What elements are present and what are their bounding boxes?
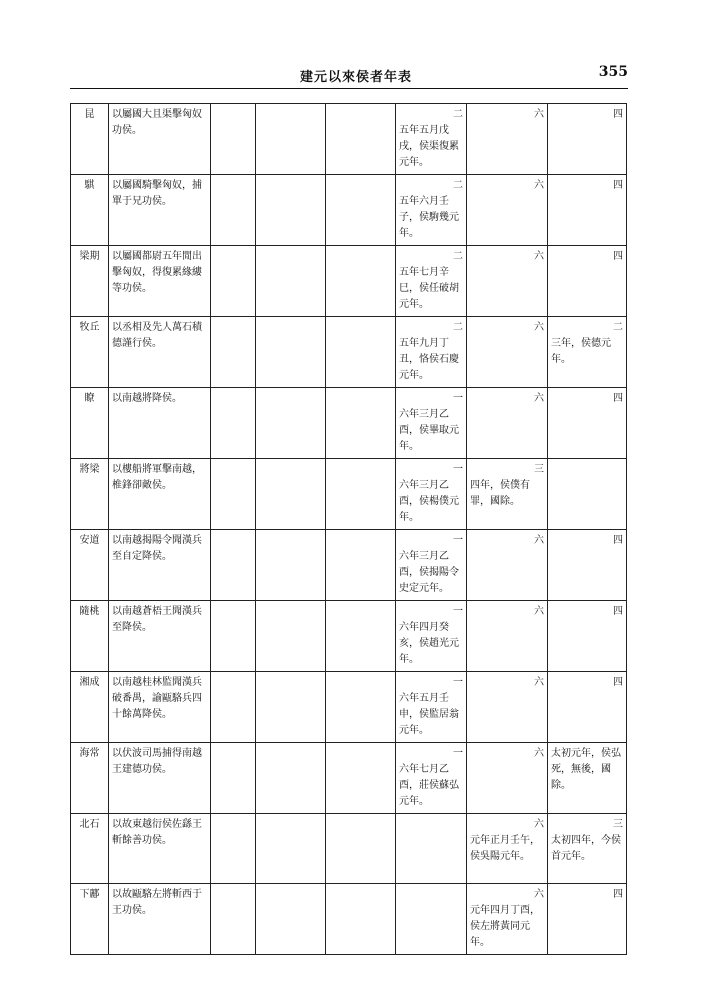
empty-cell	[211, 743, 256, 814]
year-count: 二	[453, 251, 463, 262]
table-row	[71, 672, 627, 743]
table-row	[71, 317, 627, 388]
year-count: 六	[534, 251, 544, 262]
table-row	[71, 175, 627, 246]
page-number: 355	[598, 64, 628, 80]
page-header	[70, 66, 628, 90]
empty-cell	[326, 317, 396, 388]
yuanding-cell	[396, 104, 467, 175]
cell-text: 太初四年，今侯首元年。	[551, 835, 621, 862]
marquisate-name: 下酈	[71, 884, 109, 955]
year-count: 二	[453, 180, 463, 191]
yuanding-cell	[396, 388, 467, 459]
year-count: 四	[613, 109, 623, 120]
empty-cell	[256, 884, 326, 955]
taichu-cell	[548, 388, 627, 459]
empty-cell	[326, 246, 396, 317]
empty-cell	[256, 246, 326, 317]
year-count: 一	[453, 464, 463, 475]
empty-cell	[256, 743, 326, 814]
year-count: 六	[534, 819, 544, 830]
empty-cell	[211, 884, 256, 955]
enfeoffment-reason: 以南越蒼梧王聞漢兵至降侯。	[109, 601, 211, 672]
yuanfeng-cell	[467, 459, 548, 530]
table-row	[71, 388, 627, 459]
cell-text: 六年四月癸亥，侯趙光元年。	[399, 622, 459, 665]
empty-cell	[326, 175, 396, 246]
enfeoffment-reason: 以故甌駱左將斬西于王功侯。	[109, 884, 211, 955]
year-count: 六	[534, 748, 544, 759]
cell-text: 六年三月乙酉，侯畢取元年。	[399, 409, 459, 452]
enfeoffment-reason: 以丞相及先人萬石積德謹行侯。	[109, 317, 211, 388]
table-row	[71, 601, 627, 672]
empty-cell	[211, 175, 256, 246]
yuanfeng-cell	[467, 672, 548, 743]
yuanfeng-cell	[467, 388, 548, 459]
empty-cell	[326, 459, 396, 530]
cell-text: 六年三月乙酉，侯揭陽令史定元年。	[399, 551, 459, 594]
empty-cell	[326, 601, 396, 672]
taichu-cell	[548, 743, 627, 814]
year-count: 一	[453, 606, 463, 617]
year-count: 四	[613, 393, 623, 404]
empty-cell	[256, 104, 326, 175]
table-row	[71, 814, 627, 884]
yuanding-cell	[396, 459, 467, 530]
year-count: 一	[453, 677, 463, 688]
taichu-cell	[548, 104, 627, 175]
year-count: 一	[453, 748, 463, 759]
empty-cell	[256, 601, 326, 672]
year-count: 六	[534, 322, 544, 333]
empty-cell	[256, 530, 326, 601]
cell-text: 五年九月丁丑，恪侯石慶元年。	[399, 338, 459, 381]
enfeoffment-reason: 以伏波司馬捕得南越王建德功侯。	[109, 743, 211, 814]
empty-cell	[211, 459, 256, 530]
yuanfeng-cell	[467, 884, 548, 955]
empty-cell	[256, 175, 326, 246]
yuanding-cell	[396, 672, 467, 743]
marquis-table	[70, 103, 627, 955]
cell-text: 四年，侯僕有罪，國除。	[470, 480, 530, 507]
marquisate-name: 北石	[71, 814, 109, 884]
marquisate-name: 騏	[71, 175, 109, 246]
year-count: 四	[613, 677, 623, 688]
marquisate-name: 隨桃	[71, 601, 109, 672]
year-count: 二	[453, 322, 463, 333]
empty-cell	[256, 459, 326, 530]
yuanding-cell	[396, 743, 467, 814]
table-row	[71, 530, 627, 601]
marquisate-name: 將梁	[71, 459, 109, 530]
taichu-cell	[548, 884, 627, 955]
taichu-cell	[548, 459, 627, 530]
year-count: 六	[534, 606, 544, 617]
cell-text: 六年三月乙酉，侯楊僕元年。	[399, 480, 459, 523]
table-row	[71, 104, 627, 175]
marquisate-name: 湘成	[71, 672, 109, 743]
cell-text: 六年五月壬申，侯監居翁元年。	[399, 693, 459, 736]
table-row	[71, 743, 627, 814]
cell-text: 元年四月丁酉，侯左將黃同元年。	[470, 905, 540, 948]
enfeoffment-reason: 以故東越衍侯佐繇王斬餘善功侯。	[109, 814, 211, 884]
empty-cell	[326, 530, 396, 601]
yuanfeng-cell	[467, 175, 548, 246]
marquisate-name: 海常	[71, 743, 109, 814]
yuanfeng-cell	[467, 530, 548, 601]
taichu-cell	[548, 672, 627, 743]
year-count: 一	[453, 535, 463, 546]
year-count: 二	[613, 322, 623, 333]
empty-cell	[326, 743, 396, 814]
empty-cell	[326, 104, 396, 175]
year-count: 二	[453, 109, 463, 120]
year-count: 四	[613, 606, 623, 617]
yuanding-cell	[396, 884, 467, 955]
year-count: 三	[534, 464, 544, 475]
empty-cell	[256, 814, 326, 884]
year-count: 四	[613, 180, 623, 191]
running-title: 建元以來侯者年表	[300, 70, 413, 85]
taichu-cell	[548, 246, 627, 317]
year-count: 六	[534, 393, 544, 404]
empty-cell	[326, 884, 396, 955]
empty-cell	[326, 672, 396, 743]
yuanfeng-cell	[467, 601, 548, 672]
yuanding-cell	[396, 175, 467, 246]
yuanding-cell	[396, 814, 467, 884]
taichu-cell	[548, 317, 627, 388]
cell-text: 五年五月戊戌，侯渠復累元年。	[399, 125, 459, 168]
yuanfeng-cell	[467, 814, 548, 884]
taichu-cell	[548, 601, 627, 672]
yuanding-cell	[396, 601, 467, 672]
marquisate-name: 昆	[71, 104, 109, 175]
empty-cell	[211, 530, 256, 601]
cell-text: 元年正月壬午，侯吳陽元年。	[470, 835, 540, 862]
empty-cell	[211, 601, 256, 672]
taichu-cell	[548, 175, 627, 246]
empty-cell	[256, 388, 326, 459]
table-row	[71, 459, 627, 530]
marquisate-name: 牧丘	[71, 317, 109, 388]
empty-cell	[211, 104, 256, 175]
yuanding-cell	[396, 530, 467, 601]
yuanfeng-cell	[467, 246, 548, 317]
cell-text: 五年六月壬子，侯駒幾元年。	[399, 196, 459, 239]
year-count: 六	[534, 180, 544, 191]
enfeoffment-reason: 以南越桂林監聞漢兵破番禺，諭甌駱兵四十餘萬降侯。	[109, 672, 211, 743]
year-count: 六	[534, 535, 544, 546]
table-row	[71, 884, 627, 955]
yuanding-cell	[396, 246, 467, 317]
empty-cell	[211, 317, 256, 388]
header-rule	[70, 88, 628, 89]
enfeoffment-reason: 以南越揭陽令聞漢兵至自定降侯。	[109, 530, 211, 601]
empty-cell	[211, 388, 256, 459]
year-count: 三	[613, 819, 623, 830]
marquisate-name: 瞭	[71, 388, 109, 459]
year-count: 一	[453, 393, 463, 404]
yuanfeng-cell	[467, 743, 548, 814]
enfeoffment-reason: 以樓船將軍擊南越，椎鋒卻敵侯。	[109, 459, 211, 530]
taichu-cell	[548, 530, 627, 601]
empty-cell	[256, 672, 326, 743]
enfeoffment-reason: 以屬國大且渠擊匈奴功侯。	[109, 104, 211, 175]
empty-cell	[211, 246, 256, 317]
cell-text: 六年七月乙酉，莊侯蘇弘元年。	[399, 764, 459, 807]
year-count: 四	[613, 251, 623, 262]
year-count: 四	[613, 535, 623, 546]
yuanfeng-cell	[467, 104, 548, 175]
cell-text: 五年七月辛巳，侯任破胡元年。	[399, 267, 459, 310]
enfeoffment-reason: 以屬國騎擊匈奴，捕單于兄功侯。	[109, 175, 211, 246]
empty-cell	[326, 388, 396, 459]
taichu-cell	[548, 814, 627, 884]
year-count: 四	[613, 889, 623, 900]
year-count: 六	[534, 677, 544, 688]
enfeoffment-reason: 以屬國都尉五年閒出擊匈奴，得復累緣縷等功侯。	[109, 246, 211, 317]
table-row	[71, 246, 627, 317]
cell-text: 太初元年，侯弘死，無後，國除。	[551, 748, 621, 791]
cell-text: 三年，侯德元年。	[551, 338, 611, 365]
empty-cell	[256, 317, 326, 388]
yuanding-cell	[396, 317, 467, 388]
empty-cell	[211, 814, 256, 884]
empty-cell	[326, 814, 396, 884]
year-count: 六	[534, 109, 544, 120]
year-count: 六	[534, 889, 544, 900]
marquisate-name: 安道	[71, 530, 109, 601]
enfeoffment-reason: 以南越將降侯。	[109, 388, 211, 459]
marquisate-name: 梁期	[71, 246, 109, 317]
yuanfeng-cell	[467, 317, 548, 388]
empty-cell	[211, 672, 256, 743]
